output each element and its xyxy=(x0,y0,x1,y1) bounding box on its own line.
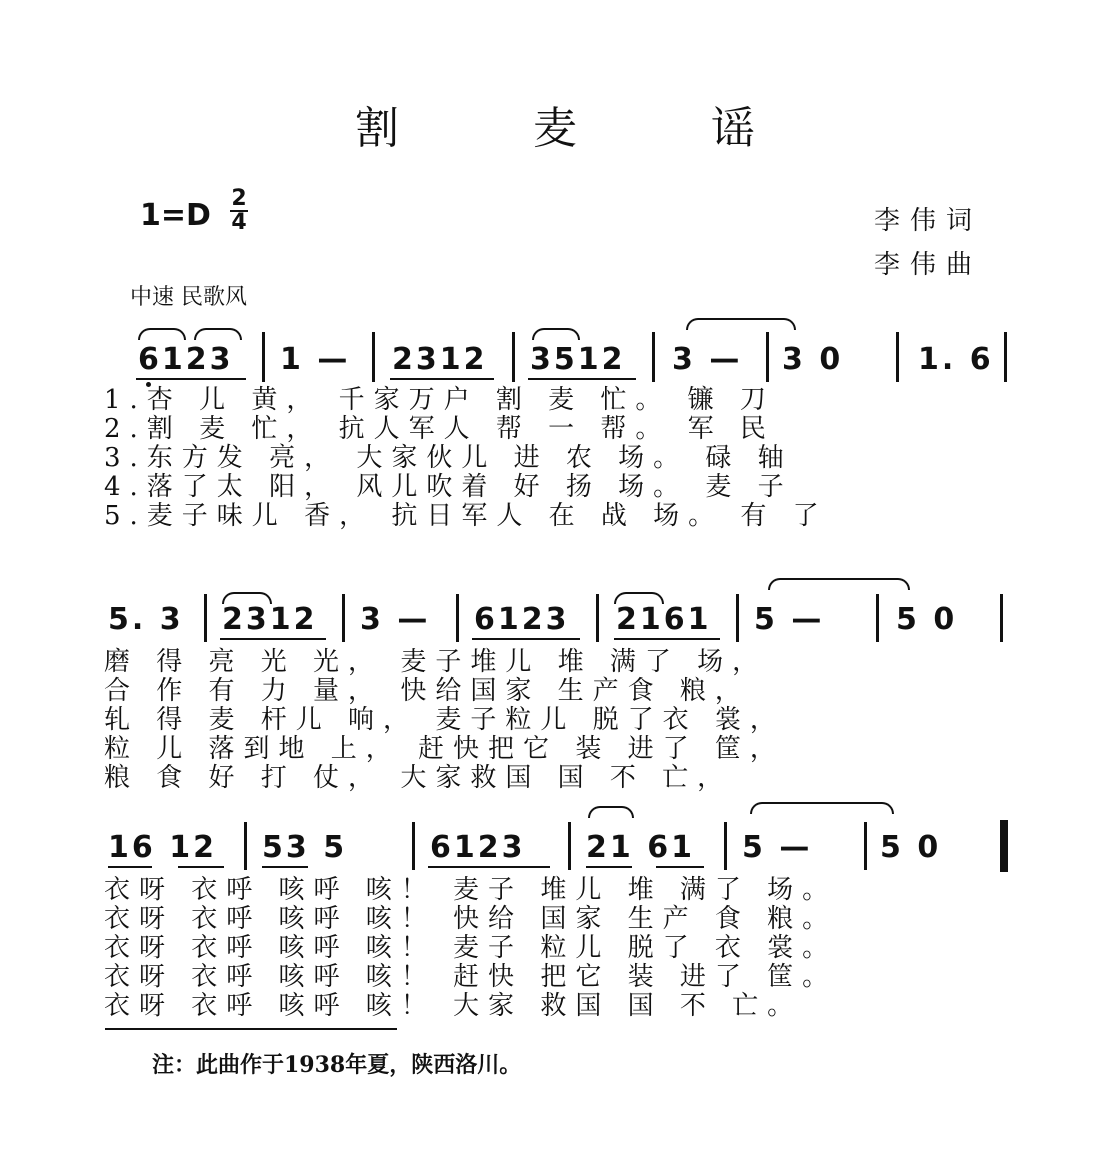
measure-note: 21 61 xyxy=(586,830,695,865)
lyric-verse: 5.麦子味儿 香， 抗日军人 在 战 场。 有 了 xyxy=(104,501,828,531)
measure-note: 2312 xyxy=(222,602,318,637)
time-signature xyxy=(228,188,250,234)
measure-note: 6123 xyxy=(430,830,526,865)
measure-note: 3 — xyxy=(360,602,431,637)
lyric-verse: 衣呀 衣呼 咳呼 咳！ 快给 国家 生产 食 粮。 xyxy=(104,904,838,934)
time-signature-top: 2 xyxy=(231,186,247,211)
measure-note: 3512 xyxy=(530,342,626,377)
measure-note: 2312 xyxy=(392,342,488,377)
measure-note: 6123 xyxy=(138,342,234,377)
tempo-marking: 中速 民歌风 xyxy=(130,285,247,310)
measure-note: 5 0 xyxy=(896,602,958,637)
measure-note: 3 0 xyxy=(782,342,844,377)
measure-note: 1. 6 xyxy=(918,342,994,377)
measure-note: 16 12 xyxy=(108,830,217,865)
lyricist-credit: 李伟词 xyxy=(874,206,983,236)
footnote: 注：此曲作于1938年夏，陕西洛川。 xyxy=(152,1052,522,1078)
measure-note: 3 — xyxy=(672,342,743,377)
measure-note: 5. 3 xyxy=(108,602,184,637)
lyric-verse: 衣呀 衣呼 咳呼 咳！ 麦子 堆儿 堆 满了 场。 xyxy=(104,875,838,905)
lyric-verse: 粒 儿 落到地 上， 赶快把它 装 进了 筐， xyxy=(104,734,785,764)
footnote-rule xyxy=(105,1028,397,1030)
measure-note: 5 — xyxy=(742,830,813,865)
lyric-verse: 轧 得 麦 杆儿 响， 麦子粒儿 脱了衣 裳， xyxy=(104,705,785,735)
lyric-verse: 1.杏 儿 黄， 千家万户 割 麦 忙。 镰 刀 xyxy=(104,385,775,415)
lyric-verse: 合 作 有 力 量， 快给国家 生产食 粮， xyxy=(104,676,750,706)
lyric-verse: 磨 得 亮 光 光， 麦子堆儿 堆 满了 场， xyxy=(104,647,768,677)
measure-note: 5 0 xyxy=(880,830,942,865)
measure-note: 6123 xyxy=(474,602,570,637)
lyric-verse: 粮 食 好 打 仗， 大家救国 国 不 亡， xyxy=(104,763,733,793)
lyric-verse: 衣呀 衣呼 咳呼 咳！ 麦子 粒儿 脱了 衣 裳。 xyxy=(104,933,838,963)
lyric-verse: 4.落了太 阳， 风儿吹着 好 扬 场。 麦 子 xyxy=(104,472,793,502)
measure-note: 53 5 xyxy=(262,830,348,865)
measure-note: 5 — xyxy=(754,602,825,637)
lyric-verse: 3.东方发 亮， 大家伙儿 进 农 场。 碌 轴 xyxy=(104,443,793,473)
lyric-verse: 2.割 麦 忙， 抗人军人 帮 一 帮。 军 民 xyxy=(104,414,775,444)
lyric-verse: 衣呀 衣呼 咳呼 咳！ 赶快 把它 装 进了 筐。 xyxy=(104,962,838,992)
key-signature: 1=D xyxy=(140,198,211,233)
measure-note: 1 — xyxy=(280,342,351,377)
lyric-verse: 衣呀 衣呼 咳呼 咳！ 大家 救国 国 不 亡。 xyxy=(104,991,803,1021)
time-signature-bottom: 4 xyxy=(231,210,247,235)
composer-credit: 李伟曲 xyxy=(874,250,983,280)
measure-note: 2161 xyxy=(616,602,712,637)
song-title: 割 麦 谣 xyxy=(355,103,815,154)
